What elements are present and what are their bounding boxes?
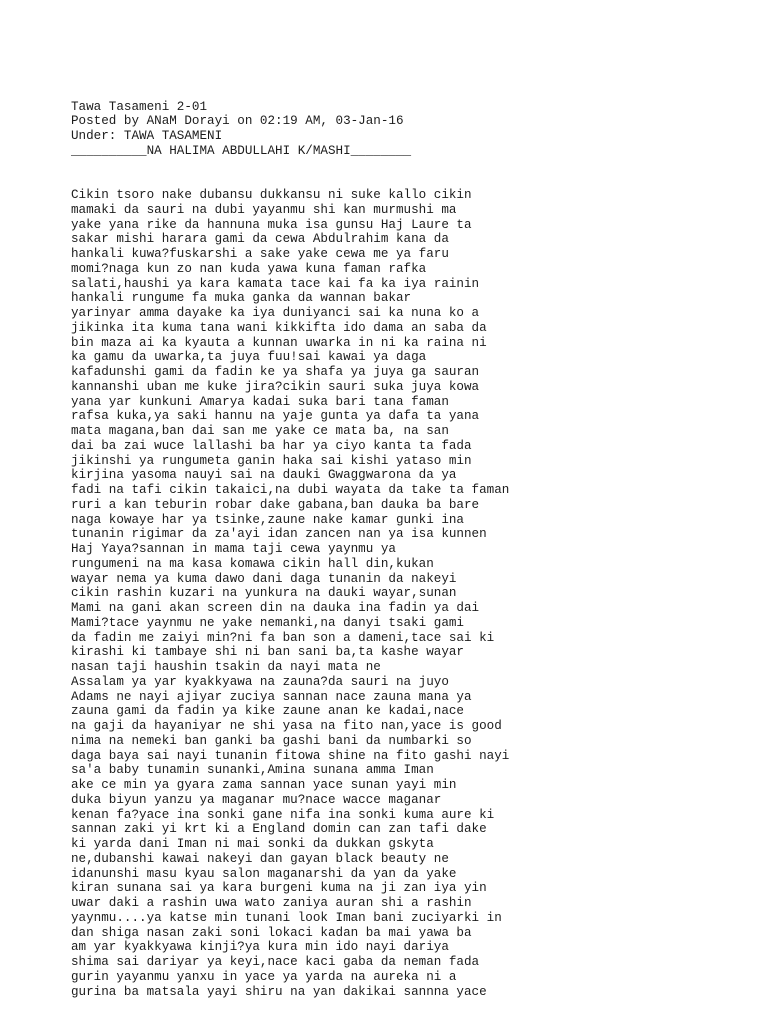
text-line: mata magana,ban dai san me yake ce mata ba, na san	[71, 424, 449, 438]
text-line: cikin rashin kuzari na yunkura na dauki wayar,sunan	[71, 586, 457, 601]
text-line: Assalam ya yar kyakkyawa na zauna?da sauri na juyo	[71, 674, 449, 689]
text-line: uwar daki a rashin uwa wato zaniya auran shi a rashin	[71, 896, 472, 910]
text-line: yarinyar amma dayake ka iya duniyanci sai ka nuna ko a	[71, 306, 480, 320]
text-line: sa'a baby tunamin sunanki,Amina sunana amma Iman	[71, 763, 434, 778]
document-text	[71, 70, 751, 1014]
story-body	[71, 188, 751, 999]
text-line: salati,haushi ya kara kamata tace kai fa ka iya rainin	[71, 276, 480, 291]
text-line: ki yarda dani Iman ni mai sonki da dukkan gskyta	[71, 837, 434, 851]
text-line: Mami?tace yaynmu ne yake nemanki,na danyi tsaki gami	[71, 615, 464, 630]
text-line: shima sai dariyar ya keyi,nace kaci gaba da neman fada	[71, 955, 480, 969]
text-line: wayar nema ya kuma dawo dani daga tunanin da nakeyi	[71, 571, 457, 586]
text-line: Cikin tsoro nake dubansu dukkansu ni suke kallo cikin	[71, 188, 472, 202]
text-line: zauna gami da fadin ya kike zaune anan ke kadai,nace	[71, 704, 464, 719]
text-line: gurina ba matsala yayi shiru na yan dakikai sannna yace	[71, 984, 487, 999]
text-line: fadi na tafi cikin takaici,na dubi wayata da take ta faman	[71, 483, 510, 497]
text-line: jikinka ita kuma tana wani kikkifta ido dama an saba da	[71, 320, 487, 335]
text-line: rungumeni na ma kasa komawa cikin hall din,kukan	[71, 556, 434, 571]
text-line: hankali rungume fa muka ganka da wannan bakar	[71, 291, 412, 306]
text-line: idanunshi masu kyau salon maganarshi da yan da yake	[71, 866, 457, 881]
text-line: jikinshi ya rungumeta ganin haka sai kishi yataso min	[71, 453, 472, 468]
text-line: kirjina yasoma nauyi sai na dauki Gwaggwarona da ya	[71, 468, 457, 483]
text-line: dai ba zai wuce lallashi ba har ya ciyo kanta ta fada	[71, 438, 472, 453]
text-line: Haj Yaya?sannan in mama taji cewa yaynmu ya	[71, 542, 396, 556]
text-line: ka gamu da uwarka,ta juya fuu!sai kawai ya daga	[71, 350, 427, 365]
text-line: da fadin me zaiyi min?ni fa ban son a dameni,tace sai ki	[71, 630, 495, 645]
text-line: naga kowaye har ya tsinke,zaune nake kamar gunki ina	[71, 512, 464, 527]
text-line: hankali kuwa?fuskarshi a sake yake cewa me ya faru	[71, 247, 449, 261]
text-line: mamaki da sauri na dubi yayanmu shi kan murmushi ma	[71, 202, 457, 217]
text-line: dan shiga nasan zaki soni lokaci kadan ba mai yawa ba	[71, 925, 472, 940]
text-line: Adams ne nayi ajiyar zuciya sannan nace zauna mana ya	[71, 689, 472, 704]
text-line: rafsa kuka,ya saki hannu na yaje gunta ya dafa ta yana	[71, 409, 480, 424]
text-line: na gaji da hayaniyar ne shi yasa na fito nan,yace is good	[71, 719, 502, 733]
text-line: sannan zaki yi krt ki a England domin can zan tafi dake	[71, 822, 487, 837]
text-line: kirashi ki tambaye shi ni ban sani ba,ta kashe wayar	[71, 645, 464, 660]
post-header	[71, 100, 751, 159]
text-line: momi?naga kun zo nan kuda yawa kuna faman rafka	[71, 261, 427, 276]
text-line: yana yar kunkuni Amarya kadai suka bari tana faman	[71, 394, 449, 409]
text-line: yaynmu....ya katse min tunani look Iman bani zuciyarki in	[71, 910, 502, 925]
text-line: yake yana rike da hannuna muka isa gunsu Haj Laure ta	[71, 217, 472, 232]
text-line: kenan fa?yace ina sonki gane nifa ina sonki kuma aure ki	[71, 807, 495, 822]
post-category: Under: TAWA TASAMENI	[71, 129, 223, 143]
post-byline: Posted by ANaM Dorayi on 02:19 AM, 03-Jan-16	[71, 114, 404, 129]
author-line: __________NA HALIMA ABDULLAHI K/MASHI________	[71, 143, 412, 158]
post-title: Tawa Tasameni 2-01	[71, 99, 208, 114]
text-line: am yar kyakkyawa kinji?ya kura min ido nayi dariya	[71, 940, 449, 955]
text-line: kannanshi uban me kuke jira?cikin sauri suka juya kowa	[71, 379, 480, 394]
text-line: kiran sunana sai ya kara burgeni kuma na ji zan iya yin	[71, 881, 487, 896]
text-line: nima na nemeki ban ganki ba gashi bani da numbarki so	[71, 733, 472, 748]
text-line: sakar mishi harara gami da cewa Abdulrahim kana da	[71, 232, 449, 247]
text-line: ruri a kan teburin robar dake gabana,ban dauka ba bare	[71, 497, 480, 512]
text-line: duka biyun yanzu ya maganar mu?nace wacce maganar	[71, 792, 442, 807]
text-line: tunanin rigimar da za'ayi idan zancen nan ya isa kunnen	[71, 527, 487, 542]
text-line: gurin yayanmu yanxu in yace ya yarda na aureka ni a	[71, 969, 457, 984]
text-line: ne,dubanshi kawai nakeyi dan gayan black beauty ne	[71, 851, 449, 866]
text-line: Mami na gani akan screen din na dauka ina fadin ya dai	[71, 601, 480, 615]
text-line: bin maza ai ka kyauta a kunnan uwarka in ni ka raina ni	[71, 335, 487, 350]
text-line: ake ce min ya gyara zama sannan yace sunan yayi min	[71, 778, 457, 792]
text-line: daga baya sai nayi tunanin fitowa shine na fito gashi nayi	[71, 748, 510, 763]
text-line: nasan taji haushin tsakin da nayi mata ne	[71, 660, 381, 674]
text-line: kafadunshi gami da fadin ke ya shafa ya juya ga sauran	[71, 365, 480, 379]
